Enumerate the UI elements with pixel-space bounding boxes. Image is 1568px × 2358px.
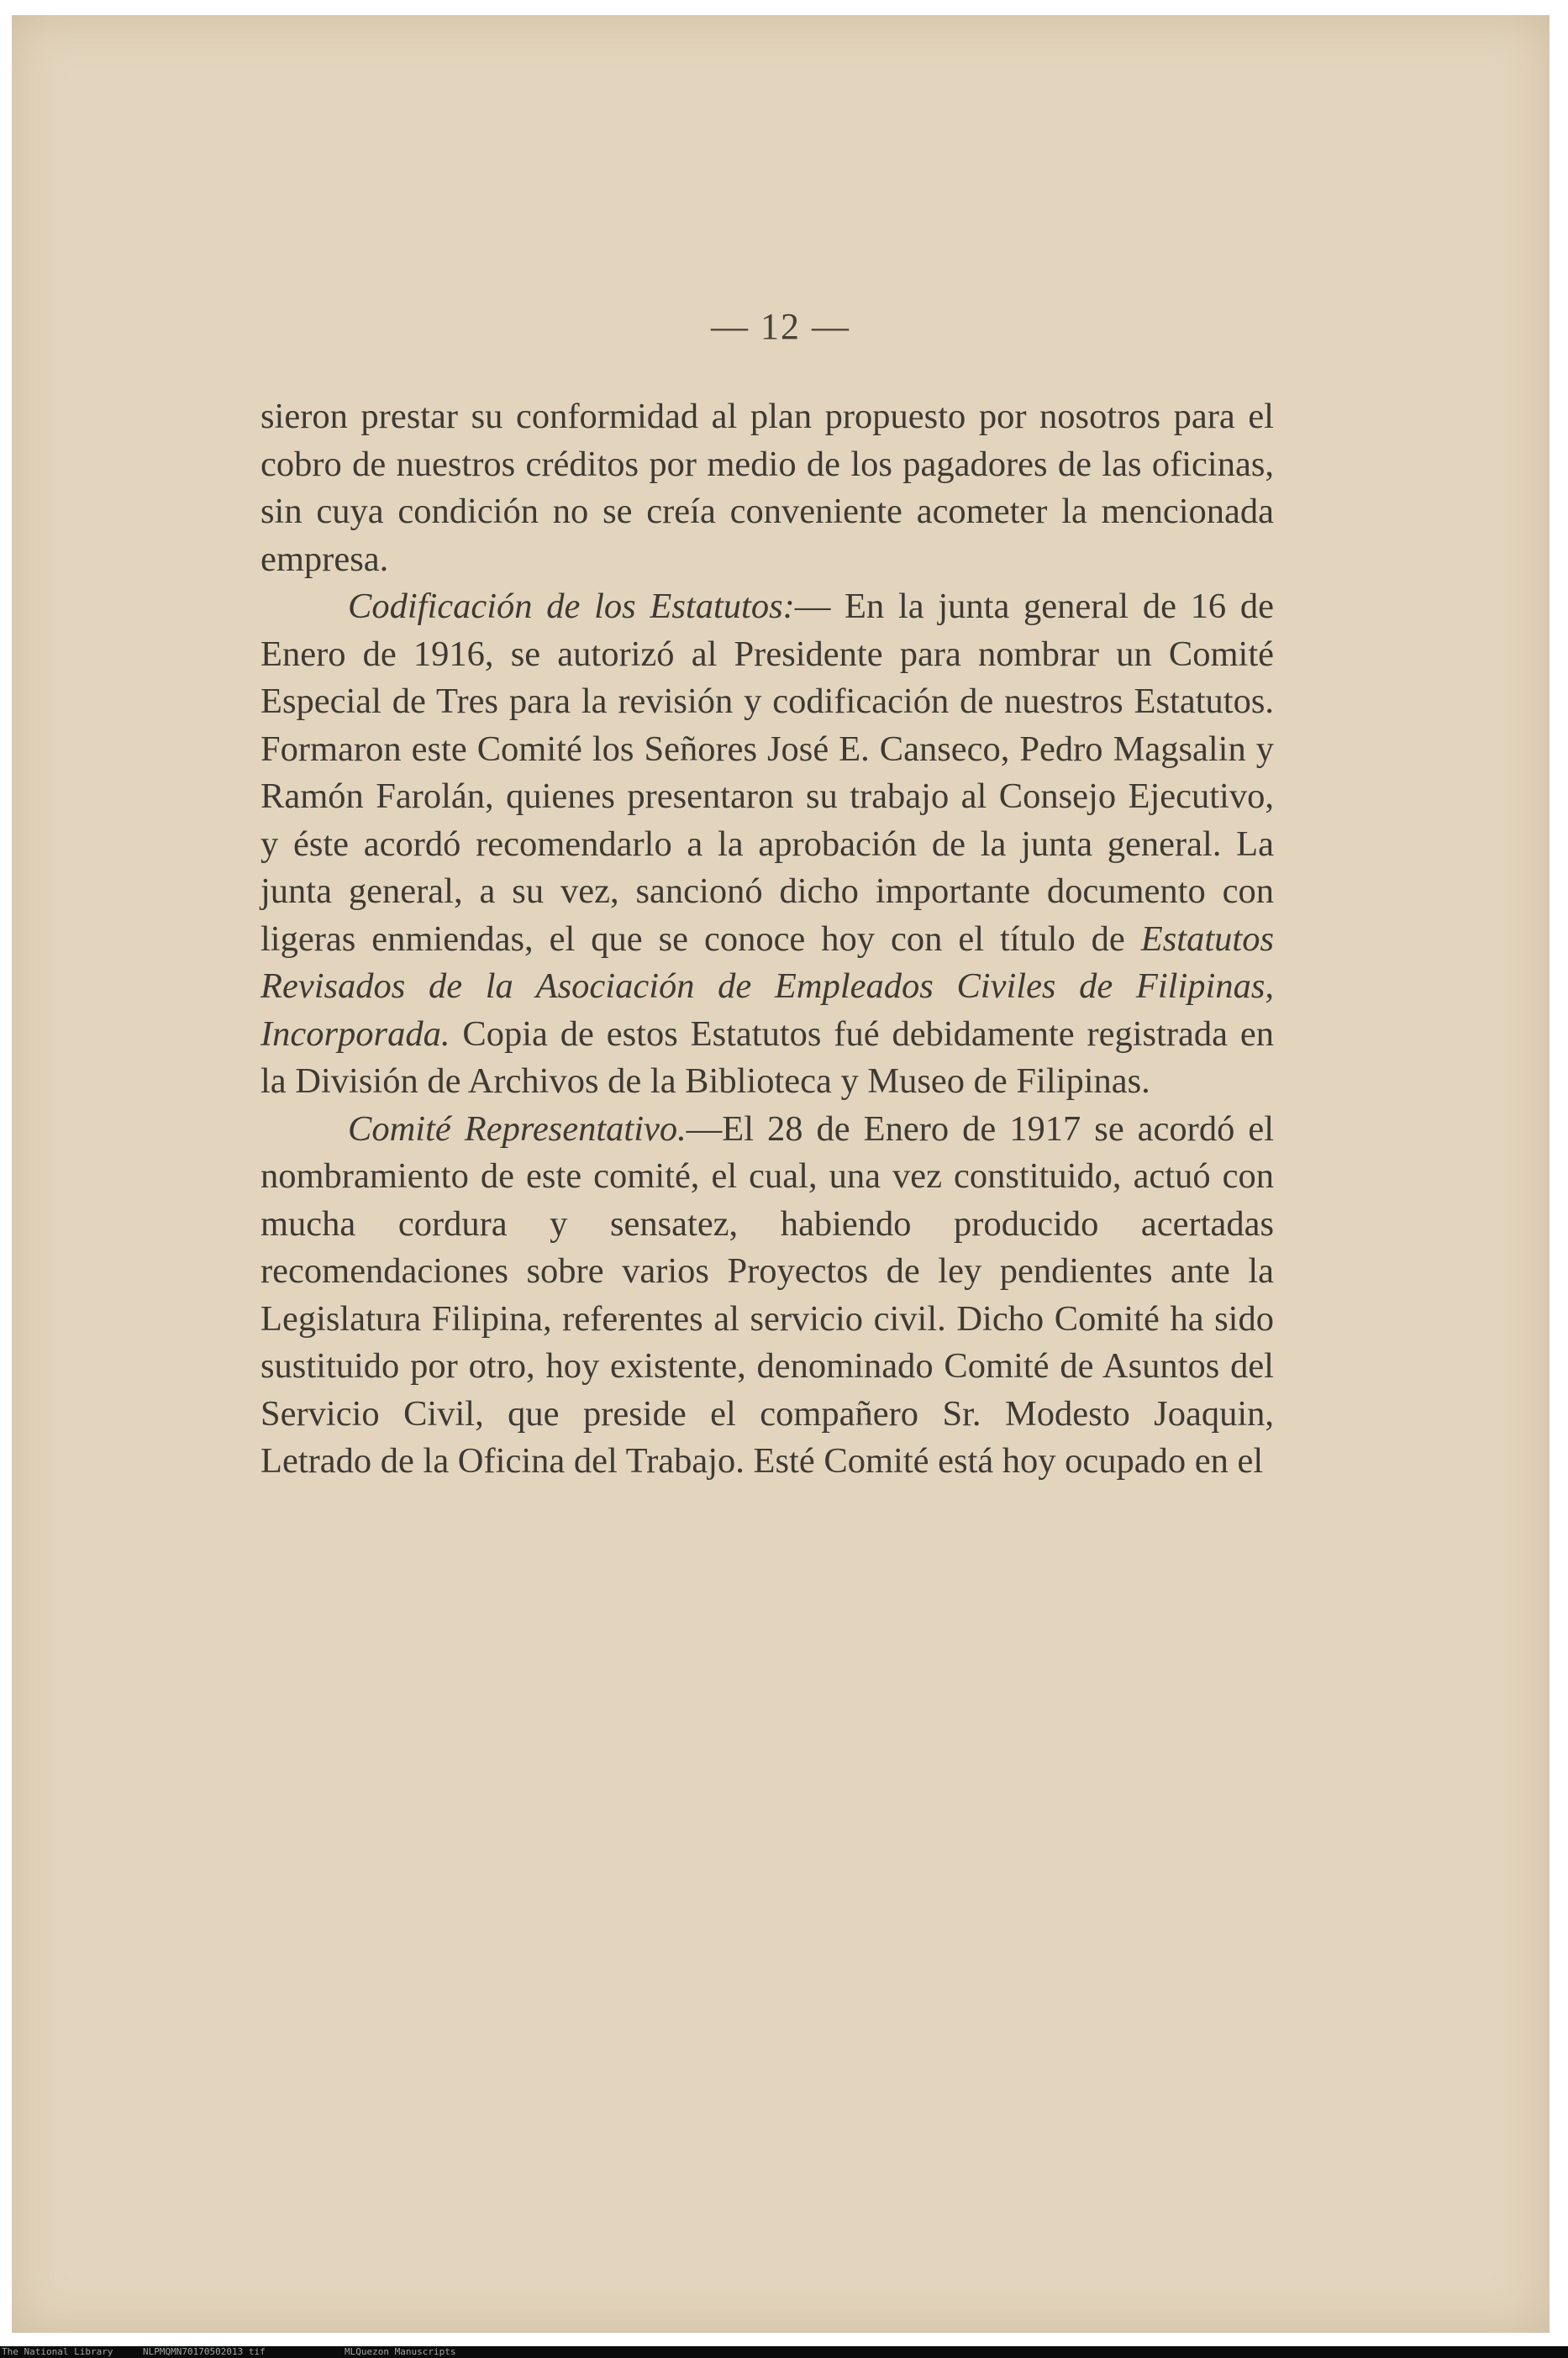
footer-file: NLPMQMN70170502013 tif bbox=[143, 2346, 266, 2357]
footer-library: The National Library bbox=[2, 2346, 113, 2357]
paragraph-codificacion-text-b: Copia de estos Estatutos fué debidamente registrada en la División de Archivos de la Biblioteca y Museo de Filipinas. bbox=[260, 1013, 1274, 1101]
statutes-title: Estatutos Revisados de la Asociación de Empleados Civiles de Filipinas, Incorporada. bbox=[260, 918, 1274, 1054]
paragraph-comite-text: —El 28 de Enero de 1917 se acordó el nombramiento de este comité, el cual, una vez constituido, actuó con mucha cordura y sensatez, habiendo producido acertadas recomendaciones sobre varios Proyectos de ley pendientes ante la Legislatura Filipina, referentes al servicio civil. Dicho Comité ha sido sustituido por otro, hoy existente, denominado Comité de Asuntos del Servicio Civil, que preside el compañero Sr. Modesto Joaquin, Letrado de la Oficina del Trabajo. Esté Comité está hoy ocupado en el bbox=[260, 1108, 1274, 1481]
footer-collection: MLQuezon Manuscripts bbox=[345, 2346, 456, 2357]
page-number: — 12 — bbox=[711, 306, 850, 347]
section-heading-codificacion: Codificación de los Estatutos: bbox=[348, 587, 795, 626]
body-text bbox=[260, 393, 1274, 1486]
paragraph-continuation: sieron prestar su conformidad al plan propuesto por nosotros para el cobro de nuestros créditos por medio de los pagadores de las oficinas, sin cuya condición no se creía conveniente acometer la mencionada empresa. bbox=[260, 397, 1274, 579]
paragraph-comite bbox=[260, 1106, 1274, 1486]
paragraph-codificacion-text-a: — En la junta general de 16 de Enero de 1916, se autorizó al Presidente para nombrar un Comité Especial de Tres para la revisión y codificación de nuestros Estatutos. Formaron este Comité los Señores José E. Canseco, Pedro Magsalin y Ramón Farolán, quienes presentaron su trabajo al Consejo Ejecutivo, y éste acordó recomendarlo a la aprobación de la junta general. La junta general, a su vez, sancionó dicho importante documento con ligeras enmiendas, el que se conoce hoy con el título de bbox=[260, 587, 1275, 959]
paragraph-codificacion bbox=[260, 583, 1274, 1106]
scan-footer bbox=[0, 2346, 1568, 2358]
section-heading-comite: Comité Representativo. bbox=[348, 1108, 687, 1149]
scanned-page bbox=[12, 15, 1550, 2333]
